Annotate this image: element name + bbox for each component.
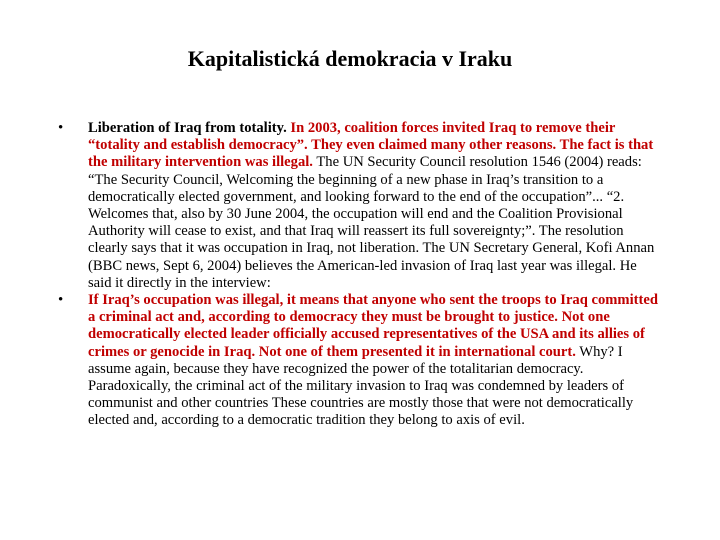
bullet-1-lead: Liberation of Iraq from totality. <box>88 120 291 136</box>
bullet-1-body: The UN Security Council resolution 1546 (2004) reads: “The Security Council, Welcoming the beginning of a new phase in Iraq’s transition to a democratically elected government, and looking forward to the end of the occupation”... “2. Welcomes that, also by 30 June 2004, the occupation will end and the Coalition Provisional Authority will cease to exist, and that Iraq will reassert its full sovereignty;”. The resolution clearly says that it was occupation in Iraq, not liberation. The UN Secretary General, Kofi Annan (BBC news, Sept 6, 2004) believes the American-led invasion of Iraq last year was illegal. He said it directly in the interview: <box>88 154 655 291</box>
slide-title: Kapitalistická demokracia v Iraku <box>187 46 513 71</box>
bullet-item-1 <box>58 120 658 292</box>
bullet-2-body: Why? I assume again, because they have recognized the power of the totalitarian democracy. Paradoxically, the criminal act of the military invasion to Iraq was condemned by leaders of communist and other countries These countries are mostly those that were not democratically elected and, according to a democratic tradition they belong to axis of evil. <box>88 343 634 429</box>
bullet-item-2 <box>58 292 658 430</box>
bullet-2-highlight: If Iraq’s occupation was illegal, it means that anyone who sent the troops to Iraq committed a criminal act and, according to democracy they must be brought to justice. Not one democratically elected leader officially accused representatives of the USA and its allies of crimes or genocide in Iraq. Not one of them presented it in international court. <box>88 292 658 360</box>
bullet-list <box>58 120 658 430</box>
bullet-icon: • <box>58 120 64 136</box>
bullet-1-highlight: In 2003, coalition forces invited Iraq to remove their “totality and establish democracy”. They even claimed many other reasons. The fact is that the military intervention was illegal. <box>88 120 654 171</box>
bullet-icon: • <box>58 292 64 309</box>
